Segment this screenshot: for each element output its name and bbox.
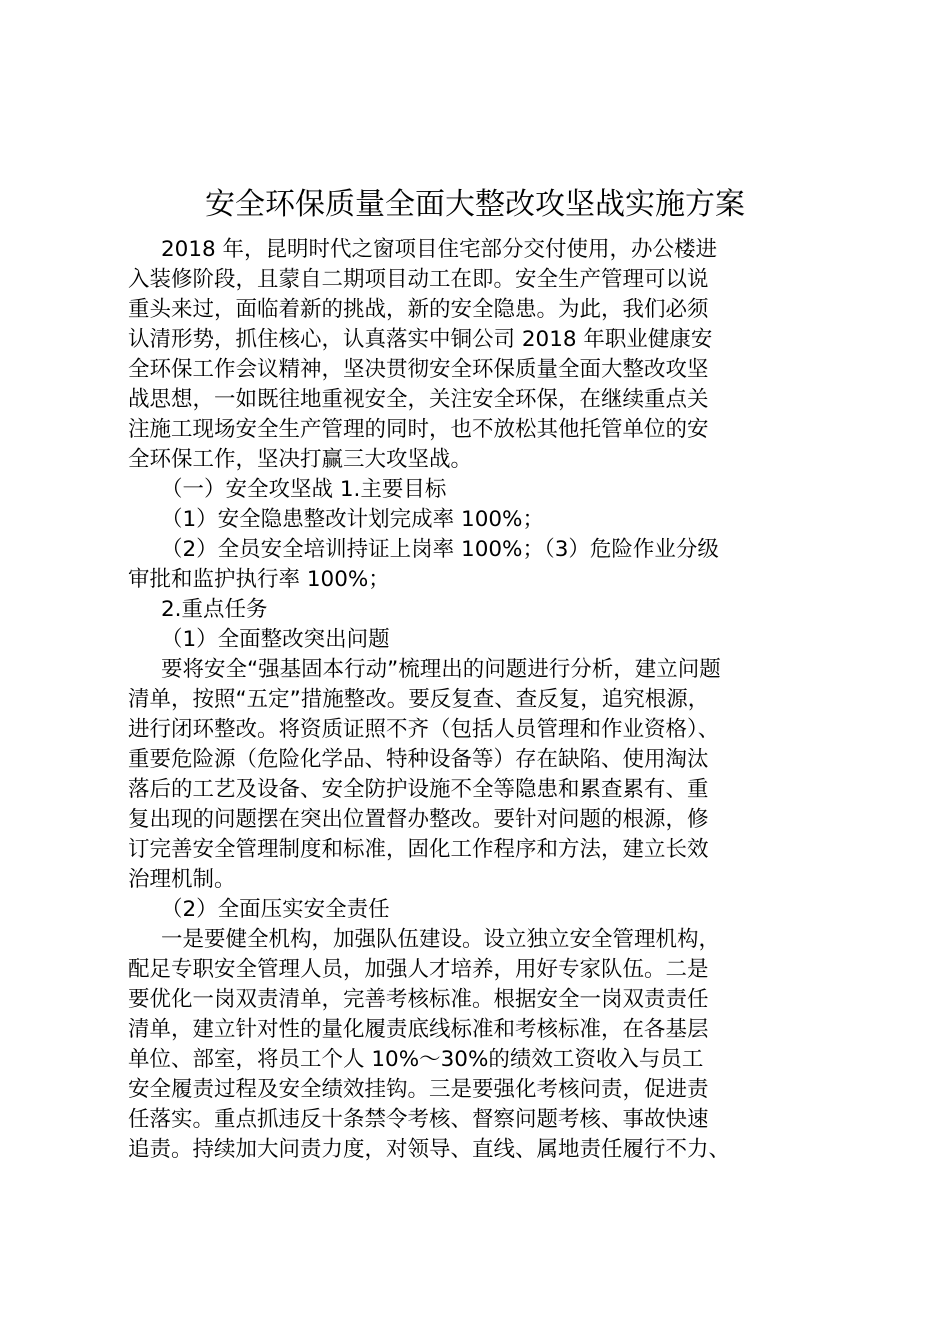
- text-line: 清单，建立针对性的量化履责底线标准和考核标准，在各基层: [128, 1017, 709, 1042]
- text-line: （1）全面整改突出问题: [161, 627, 390, 652]
- text-line: 清单，按照“五定”措施整改。要反复查、查反复，追究根源，: [128, 687, 710, 712]
- text-line: 审批和监护执行率 100%；: [128, 567, 390, 592]
- text-line: 订完善安全管理制度和标准，固化工作程序和方法，建立长效: [128, 837, 709, 862]
- text-line: 落后的工艺及设备、安全防护设施不全等隐患和累查累有、重: [128, 777, 709, 802]
- document-body: [128, 235, 838, 1165]
- text-line: 配足专职安全管理人员，加强人才培养，用好专家队伍。二是: [128, 957, 709, 982]
- text-line: 2.重点任务: [161, 597, 268, 622]
- text-line: 重头来过，面临着新的挑战，新的安全隐患。为此，我们必须: [128, 297, 709, 322]
- text-line: 2018 年，昆明时代之窗项目住宅部分交付使用，办公楼进: [161, 237, 718, 262]
- text-line: 全环保工作会议精神，坚决贯彻安全环保质量全面大整改攻坚: [128, 357, 709, 382]
- text-line: 要将安全“强基固本行动”梳理出的问题进行分析，建立问题: [161, 657, 721, 682]
- text-line: 一是要健全机构，加强队伍建设。设立独立安全管理机构，: [161, 927, 721, 952]
- text-line: 治理机制。: [128, 867, 236, 892]
- text-line: 追责。持续加大问责力度，对领导、直线、属地责任履行不力、: [128, 1137, 731, 1162]
- text-line: 战思想，一如既往地重视安全，关注安全环保，在继续重点关: [128, 387, 709, 412]
- text-line: （1）安全隐患整改计划完成率 100%；: [161, 507, 544, 532]
- text-line: 入装修阶段，且蒙自二期项目动工在即。安全生产管理可以说: [128, 267, 709, 292]
- text-line: 进行闭环整改。将资质证照不齐（包括人员管理和作业资格）、: [128, 717, 720, 742]
- text-line: 注施工现场安全生产管理的同时，也不放松其他托管单位的安: [128, 417, 709, 442]
- text-line: 单位、部室，将员工个人 10%～30%的绩效工资收入与员工: [128, 1047, 704, 1072]
- text-line: 安全履责过程及安全绩效挂钩。三是要强化考核问责，促进责: [128, 1077, 709, 1102]
- text-line: 认清形势，抓住核心，认真落实中铜公司 2018 年职业健康安: [128, 327, 713, 352]
- text-line: 要优化一岗双责清单，完善考核标准。根据安全一岗双责责任: [128, 987, 709, 1012]
- text-line: 复出现的问题摆在突出位置督办整改。要针对问题的根源，修: [128, 807, 709, 832]
- text-line: （一）安全攻坚战 1.主要目标: [161, 477, 447, 502]
- text-line: 任落实。重点抓违反十条禁令考核、督察问题考核、事故快速: [128, 1107, 709, 1132]
- text-line: （2）全面压实安全责任: [161, 897, 390, 922]
- text-line: 重要危险源（危险化学品、特种设备等）存在缺陷、使用淘汰: [128, 747, 709, 772]
- document-title: 安全环保质量全面大整改攻坚战实施方案: [205, 187, 745, 222]
- text-line: 全环保工作，坚决打赢三大攻坚战。: [128, 447, 473, 472]
- text-line: （2）全员安全培训持证上岗率 100%；（3）危险作业分级: [161, 537, 719, 562]
